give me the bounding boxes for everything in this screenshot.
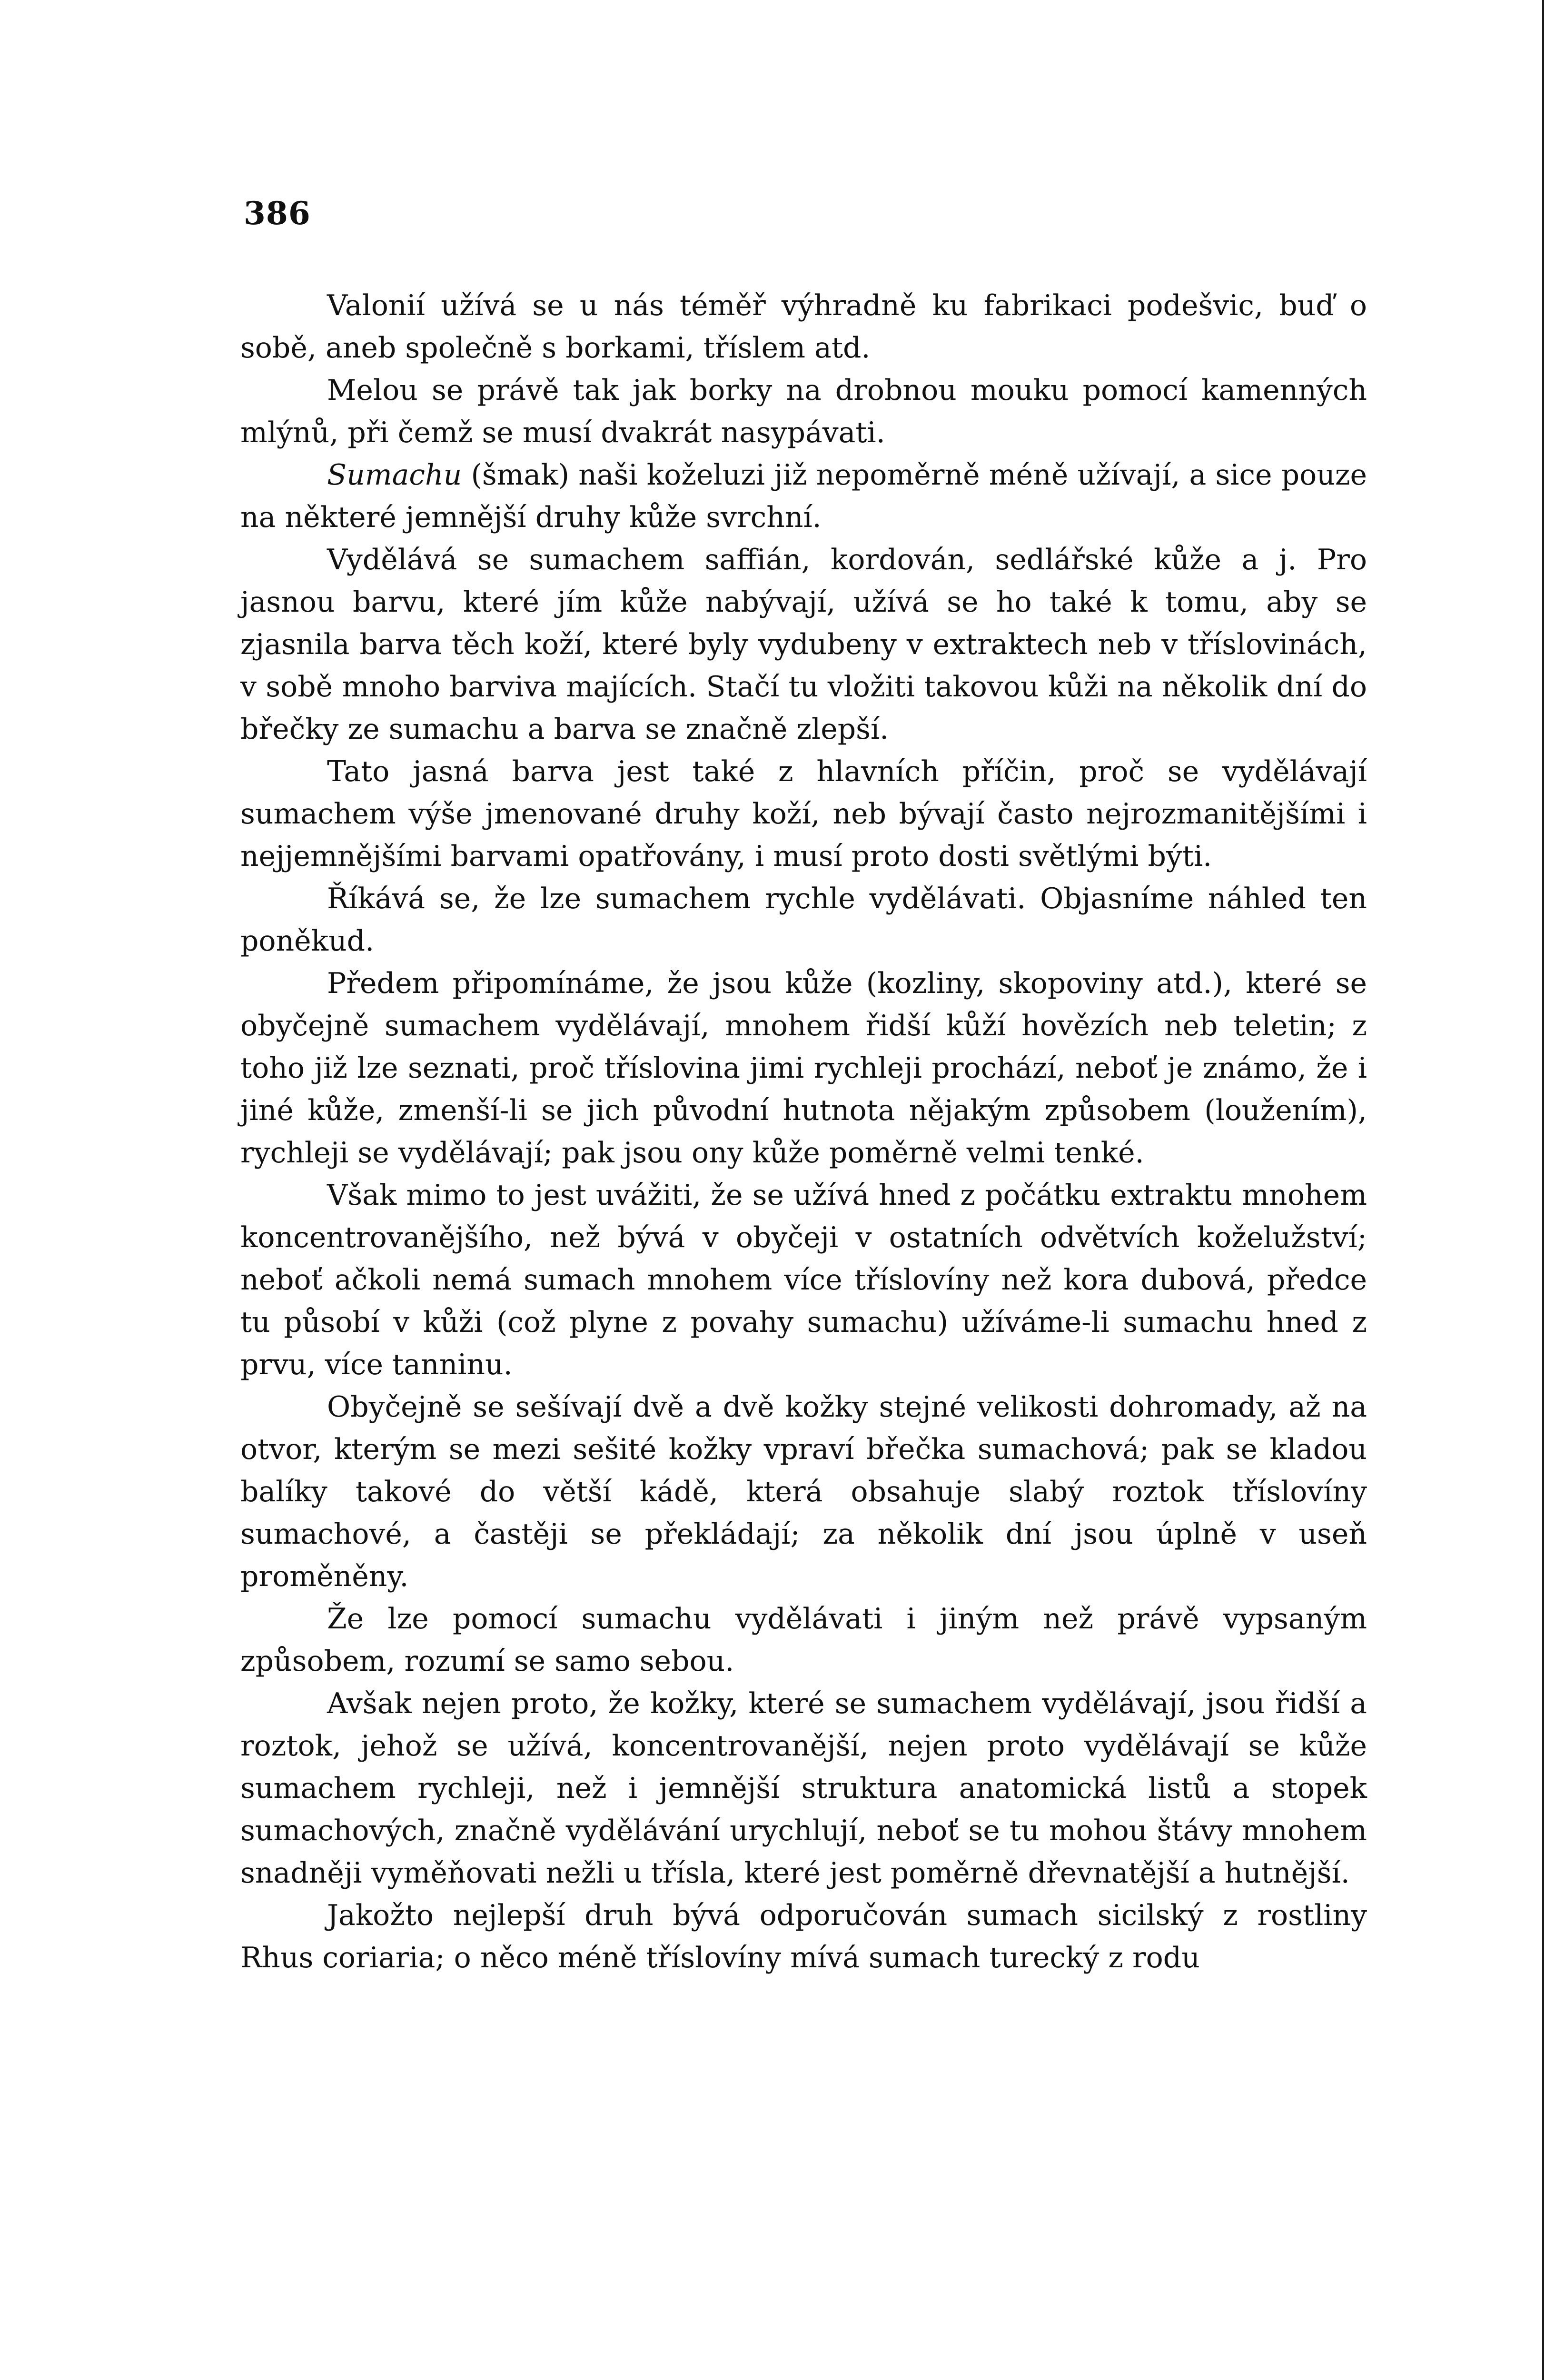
- paragraph-7: Předem připomínáme, že jsou kůže (kozliny, skopoviny atd.), které se obyčejně sumachem vydělávají, mnohem řidší kůží hovězích neb teletin; z toho již lze seznati, proč tříslovina jimi rychleji prochází, neboť je známo, že i jiné kůže, zmenší-li se jich původní hutnota nějakým způsobem (loužením), rychleji se vydělávají; pak jsou ony kůže poměrně velmi tenké.: [240, 967, 1367, 1170]
- paragraph-3: [240, 454, 1367, 539]
- paragraph-9: Obyčejně se sešívají dvě a dvě kožky stejné velikosti dohromady, až na otvor, kterým se mezi sešité kožky vpraví břečka sumachová; pak se kladou balíky takové do větší kádě, která obsahuje slabý roztok tříslovíny sumachové, a častěji se překládají; za několik dní jsou úplně v useň proměněny.: [240, 1390, 1367, 1593]
- paragraph-8: Však mimo to jest uvážiti, že se užívá hned z počátku extraktu mnohem koncentrovanějšího, než bývá v obyčeji v ostatních odvětvích koželužství; neboť ačkoli nemá sumach mnohem více tříslovíny než kora dubová, předce tu působí v kůži (což plyne z povahy sumachu) užíváme-li sumachu hned z prvu, více tanninu.: [240, 1179, 1367, 1381]
- paragraph-11: Avšak nejen proto, že kožky, které se sumachem vydělávají, jsou řidší a roztok, jehož se užívá, koncentrovanější, nejen proto vydělávají se kůže sumachem rychleji, než i jemnější struktura anatomická listů a stopek sumachových, značně vydělávání urychlují, neboť se tu mohou štávy mnohem snadněji vyměňovati nežli u třísla, které jest poměrně dřevnatější a hutnější.: [240, 1687, 1367, 1890]
- paragraph-6: Říkává se, že lze sumachem rychle vydělávati. Objasníme náhled ten poněkud.: [240, 882, 1367, 958]
- paragraph-12: Jakožto nejlepší druh bývá odporučován sumach sicilský z rostliny Rhus coriaria; o něco méně tříslovíny mívá sumach turecký z rodu: [240, 1899, 1367, 1974]
- page-number: 386: [244, 195, 311, 232]
- page-edge: [1542, 0, 1565, 2380]
- paragraph-1: Valonií užívá se u nás téměř výhradně ku fabrikaci podešvic, buď o sobě, aneb společně s borkami, tříslem atd.: [240, 289, 1367, 365]
- italic-term: Sumachu: [327, 458, 462, 492]
- paragraph-2: Melou se právě tak jak borky na drobnou mouku pomocí kamenných mlýnů, při čemž se musí dvakrát nasypávati.: [240, 374, 1367, 449]
- body-text: [240, 285, 1367, 1979]
- paragraph-10: Že lze pomocí sumachu vydělávati i jiným než právě vypsaným způsobem, rozumí se samo sebou.: [240, 1602, 1367, 1678]
- paragraph-5: Tato jasná barva jest také z hlavních příčin, proč se vydělávají sumachem výše jmenované druhy koží, neb bývají často nejrozmanitějšími i nejjemnějšími barvami opatřovány, i musí proto dosti světlými býti.: [240, 755, 1367, 873]
- paragraph-3-text: (šmak) naši koželuzi již nepoměrně méně užívají, a sice pouze na některé jemnější druhy kůže svrchní.: [240, 458, 1367, 534]
- paragraph-4: Vydělává se sumachem saffián, kordován, sedlářské kůže a j. Pro jasnou barvu, které jím kůže nabývají, užívá se ho také k tomu, aby se zjasnila barva těch koží, které byly vydubeny v extraktech neb v tříslovinách, v sobě mnoho barviva majících. Stačí tu vložiti takovou kůži na několik dní do břečky ze sumachu a barva se značně zlepší.: [240, 543, 1367, 746]
